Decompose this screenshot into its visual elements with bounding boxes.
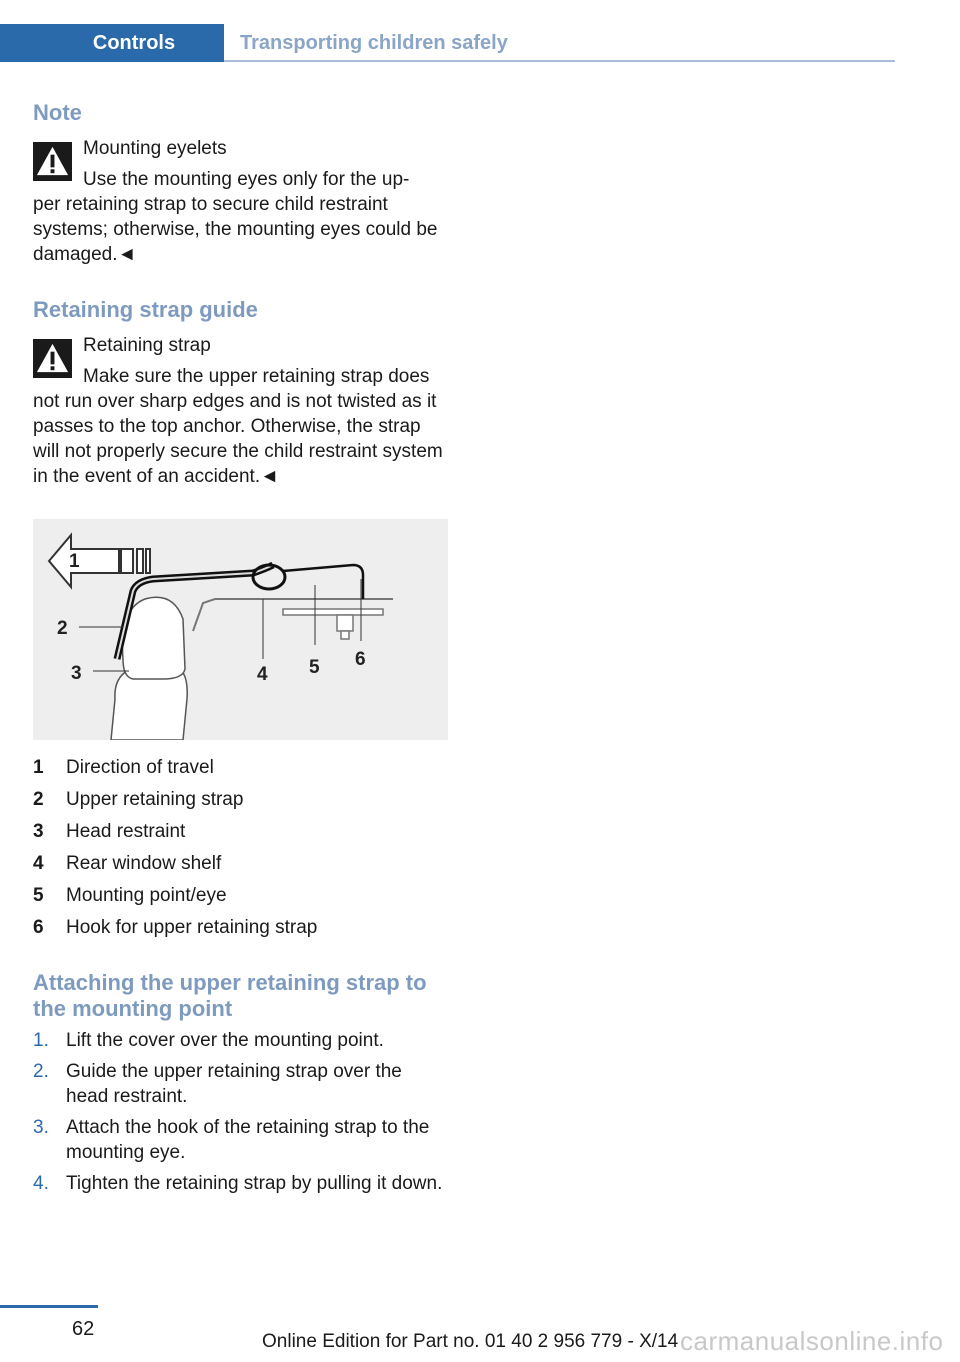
legend-number: 6: [33, 917, 44, 938]
step-item: [33, 1115, 448, 1165]
warning-text-first: Make sure the upper retaining strap does: [83, 366, 430, 387]
legend-text: Direction of travel: [66, 757, 214, 778]
edition-line: Online Edition for Part no. 01 40 2 956 779 - X/14: [262, 1331, 679, 1352]
warning-retaining-strap: [33, 333, 448, 489]
strap-diagram: [33, 519, 448, 740]
legend-text: Mounting point/eye: [66, 885, 227, 906]
step-number: 3.: [33, 1117, 49, 1138]
legend-text: Head restraint: [66, 821, 186, 842]
warning-triangle-icon: [33, 339, 72, 378]
warning-text: per retaining strap to secure child restraint systems; otherwise, the mounting eyes could be damaged.◄: [33, 194, 438, 265]
warning-mounting-eyelets: [33, 136, 448, 267]
figure-legend: [33, 752, 448, 944]
callout-4: 4: [257, 664, 268, 685]
legend-item: [33, 912, 448, 944]
callout-5: 5: [309, 657, 320, 678]
chapter-tab: [0, 24, 224, 62]
warning-text: not run over sharp edges and is not twisted as it passes to the top anchor. Otherwise, the strap will not properly secure the child restraint system in the event of an accident.◄: [33, 391, 443, 487]
warning-text-first: Use the mounting eyes only for the up-: [83, 169, 410, 190]
legend-number: 5: [33, 885, 44, 906]
legend-text: Rear window shelf: [66, 853, 222, 874]
warning-title: Retaining strap: [83, 335, 211, 356]
legend-number: 3: [33, 821, 44, 842]
legend-number: 2: [33, 789, 44, 810]
step-number: 4.: [33, 1173, 49, 1194]
step-text: Tighten the retaining strap by pulling it down.: [66, 1173, 443, 1194]
step-number: 1.: [33, 1030, 49, 1051]
step-text: Guide the upper retaining strap over the head restraint.: [66, 1061, 402, 1107]
watermark: carmanualsonline.info: [680, 1326, 944, 1356]
legend-item: [33, 752, 448, 784]
step-text: Lift the cover over the mounting point.: [66, 1030, 384, 1051]
section-title: Transporting children safely: [240, 32, 508, 54]
legend-number: 4: [33, 853, 44, 874]
step-text: Attach the hook of the retaining strap to the mounting eye.: [66, 1117, 430, 1163]
legend-text: Hook for upper retaining strap: [66, 917, 318, 938]
callout-6: 6: [355, 649, 366, 670]
attach-heading: Attaching the upper retaining strap to the mounting point: [33, 970, 427, 1021]
legend-item: [33, 880, 448, 912]
footer-rule: [0, 1305, 98, 1308]
callout-1: 1: [69, 551, 80, 572]
arrow-left-icon: [49, 535, 150, 587]
warning-triangle-icon: [33, 142, 72, 181]
page-header: [0, 24, 895, 62]
page-content: [33, 100, 448, 1202]
legend-item: [33, 848, 448, 880]
chapter-label: Controls: [92, 31, 176, 54]
callout-3: 3: [71, 663, 82, 684]
attach-steps: [33, 1028, 448, 1196]
legend-text: Upper retaining strap: [66, 789, 244, 810]
callout-2: 2: [57, 618, 68, 639]
legend-item: [33, 784, 448, 816]
step-item: [33, 1171, 448, 1196]
legend-number: 1: [33, 757, 44, 778]
warning-title: Mounting eyelets: [83, 138, 227, 159]
step-item: [33, 1028, 448, 1053]
header-rule: [224, 60, 895, 62]
page-number: 62: [72, 1318, 95, 1340]
note-heading: Note: [33, 100, 82, 125]
step-item: [33, 1059, 448, 1109]
strap-illustration: [33, 519, 448, 740]
step-number: 2.: [33, 1061, 49, 1082]
guide-heading: Retaining strap guide: [33, 297, 258, 322]
legend-item: [33, 816, 448, 848]
